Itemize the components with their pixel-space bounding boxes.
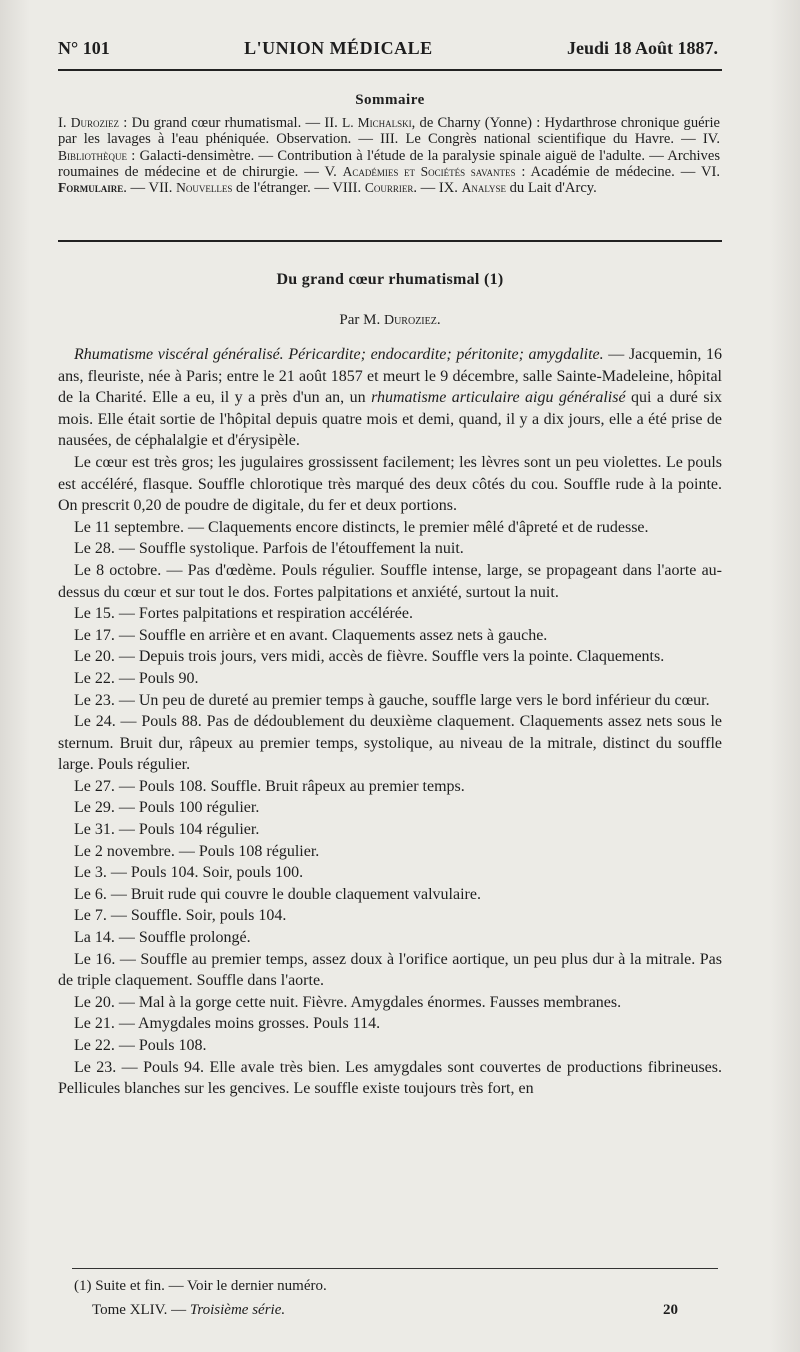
- journal-title: L'UNION MÉDICALE: [244, 38, 433, 58]
- clinical-entry: Le 7. — Souffle. Soir, pouls 104.: [74, 907, 287, 925]
- clinical-entries: [58, 452, 722, 1100]
- sommaire-item: I. Duroziez : Du grand cœur rhumatismal. —: [58, 115, 325, 131]
- article-byline: Par M. Duroziez.: [339, 312, 441, 328]
- intro-paragraph: Rhumatisme viscéral généralisé. Péricardite; endocardite; péritonite; amygdalite. — Jacquemin, 16 ans, fleuriste, née à Paris; entre le 21 août 1857 et meurt le 9 décembre, salle Sainte-Madeleine, hôpital de la Charité. Elle a eu, il y a près d'un an, un rhumatisme articulaire aigu généralisé qui a duré six mois. Elle était sortie de l'hôpital depuis quatre mois et demi, quand, il y a dix jours, elle a été prise de nausées, de céphalalgie et d'érysipèle.: [58, 346, 723, 450]
- sommaire-contents: [58, 115, 720, 196]
- sommaire-item: IX. Analyse du Lait d'Arcy.: [438, 180, 597, 197]
- clinical-entry: Le 21. — Amygdales moins grosses. Pouls 114.: [74, 1015, 381, 1033]
- clinical-entry: Le 22. — Pouls 108.: [74, 1037, 207, 1054]
- clinical-entry: Le 23. — Un peu de dureté au premier temps à gauche, souffle large vers le bord inférieur du cœur.: [74, 691, 710, 709]
- clinical-entry: Le 11 septembre. — Claquements encore distincts, le premier mêlé d'âpreté et de rudesse.: [74, 518, 649, 536]
- clinical-entry: Le cœur est très gros; les jugulaires grossissent facilement; les lèvres sont un peu violettes. Le pouls est accéléré, flasque. Souffle chlorotique très marqué des deux côtés du cou. Souffle rude à la pointe. On prescrit 0,20 de poudre de digitale, du fer et deux portions.: [58, 453, 722, 515]
- sommaire-item: V. Académies et Sociétés savantes : Académie de médecine. —: [324, 163, 701, 180]
- page-footer: [92, 1302, 678, 1319]
- clinical-entry: Le 20. — Mal à la gorge cette nuit. Fièvre. Amygdales énormes. Fausses membranes.: [74, 993, 622, 1011]
- sommaire-rule: [58, 240, 722, 242]
- clinical-entry: Le 24. — Pouls 88. Pas de dédoublement du deuxième claquement. Claquements assez nets sous le sternum. Bruit dur, râpeux au premier temps, systolique, au niveau de la mitrale, distinct du souffle large. Pouls régulier.: [58, 713, 722, 774]
- sommaire-item: III. Le Congrès national scientifique du Havre. —: [380, 131, 703, 148]
- clinical-entry: Le 27. — Pouls 108. Souffle. Bruit râpeux au premier temps.: [74, 777, 465, 795]
- clinical-entry: Le 22. — Pouls 90.: [74, 669, 199, 687]
- clinical-entry: Le 8 octobre. — Pas d'œdème. Pouls régulier. Souffle intense, large, se propageant dans l'aorte au-dessus du cœur et sur tout le dos. Fortes palpitations et anxiété, surtout la nuit.: [58, 561, 722, 601]
- article-title: Du grand cœur rhumatismal (1): [276, 271, 504, 288]
- sommaire-item: VIII. Courrier. —: [332, 180, 439, 197]
- clinical-entry: Le 23. — Pouls 94. Elle avale très bien. Les amygdales sont couvertes de productions fibrineuses. Pellicules blanches sur les gencives. Le souffle existe toujours très fort, en: [58, 1058, 722, 1098]
- clinical-entry: Le 16. — Souffle au premier temps, assez doux à l'orifice aortique, un peu plus dur à la mitrale. Pas de triple claquement. Souffle dans l'aorte.: [58, 950, 722, 990]
- footnote-rule: [72, 1268, 718, 1269]
- sommaire-item: IV. Bibliothèque : Galacti-densimètre. — Contribution à l'étude de la paralysie spinale aiguë de l'adulte. — Archives roumaines de médecine et de chirurgie. —: [58, 131, 720, 180]
- clinical-entry: Le 20. — Depuis trois jours, vers midi, accès de fièvre. Souffle vers la pointe. Claquements.: [74, 648, 665, 666]
- clinical-entry: Le 6. — Bruit rude qui couvre le double claquement valvulaire.: [74, 885, 481, 903]
- clinical-entry: Le 29. — Pouls 100 régulier.: [74, 799, 260, 817]
- volume-info: Tome XLIV. — Troisième série.: [92, 1302, 286, 1318]
- clinical-entry: Le 17. — Souffle en arrière et en avant. Claquements assez nets à gauche.: [74, 626, 548, 644]
- page-number: 20: [663, 1302, 678, 1318]
- sommaire-item: II. L. Michalski, de Charny (Yonne) : Hydarthrose chronique guérie par les lavages à l'eau phéniquée. Observation. —: [58, 115, 720, 148]
- clinical-entry: Le 15. — Fortes palpitations et respiration accélérée.: [74, 605, 413, 623]
- clinical-entry: Le 31. — Pouls 104 régulier.: [74, 821, 260, 839]
- sommaire-item: VI. Formulaire. —: [58, 163, 720, 197]
- clinical-entry: La 14. — Souffle prolongé.: [74, 929, 251, 947]
- page-header: [58, 38, 718, 59]
- sommaire-heading: Sommaire: [355, 92, 425, 108]
- header-rule: [58, 69, 722, 71]
- author-name: Duroziez: [383, 313, 437, 328]
- issue-date: Jeudi 18 Août 1887.: [566, 38, 718, 58]
- clinical-entry: Le 2 novembre. — Pouls 108 régulier.: [74, 842, 320, 860]
- article-body: [58, 344, 722, 1100]
- issue-number: N° 101: [58, 38, 110, 58]
- footnote: (1) Suite et fin. — Voir le dernier numéro.: [74, 1278, 327, 1294]
- clinical-entry: Le 28. — Souffle systolique. Parfois de l'étouffement la nuit.: [74, 540, 464, 558]
- sommaire-item: VII. Nouvelles de l'étranger. —: [148, 180, 333, 197]
- clinical-entry: Le 3. — Pouls 104. Soir, pouls 100.: [74, 864, 304, 882]
